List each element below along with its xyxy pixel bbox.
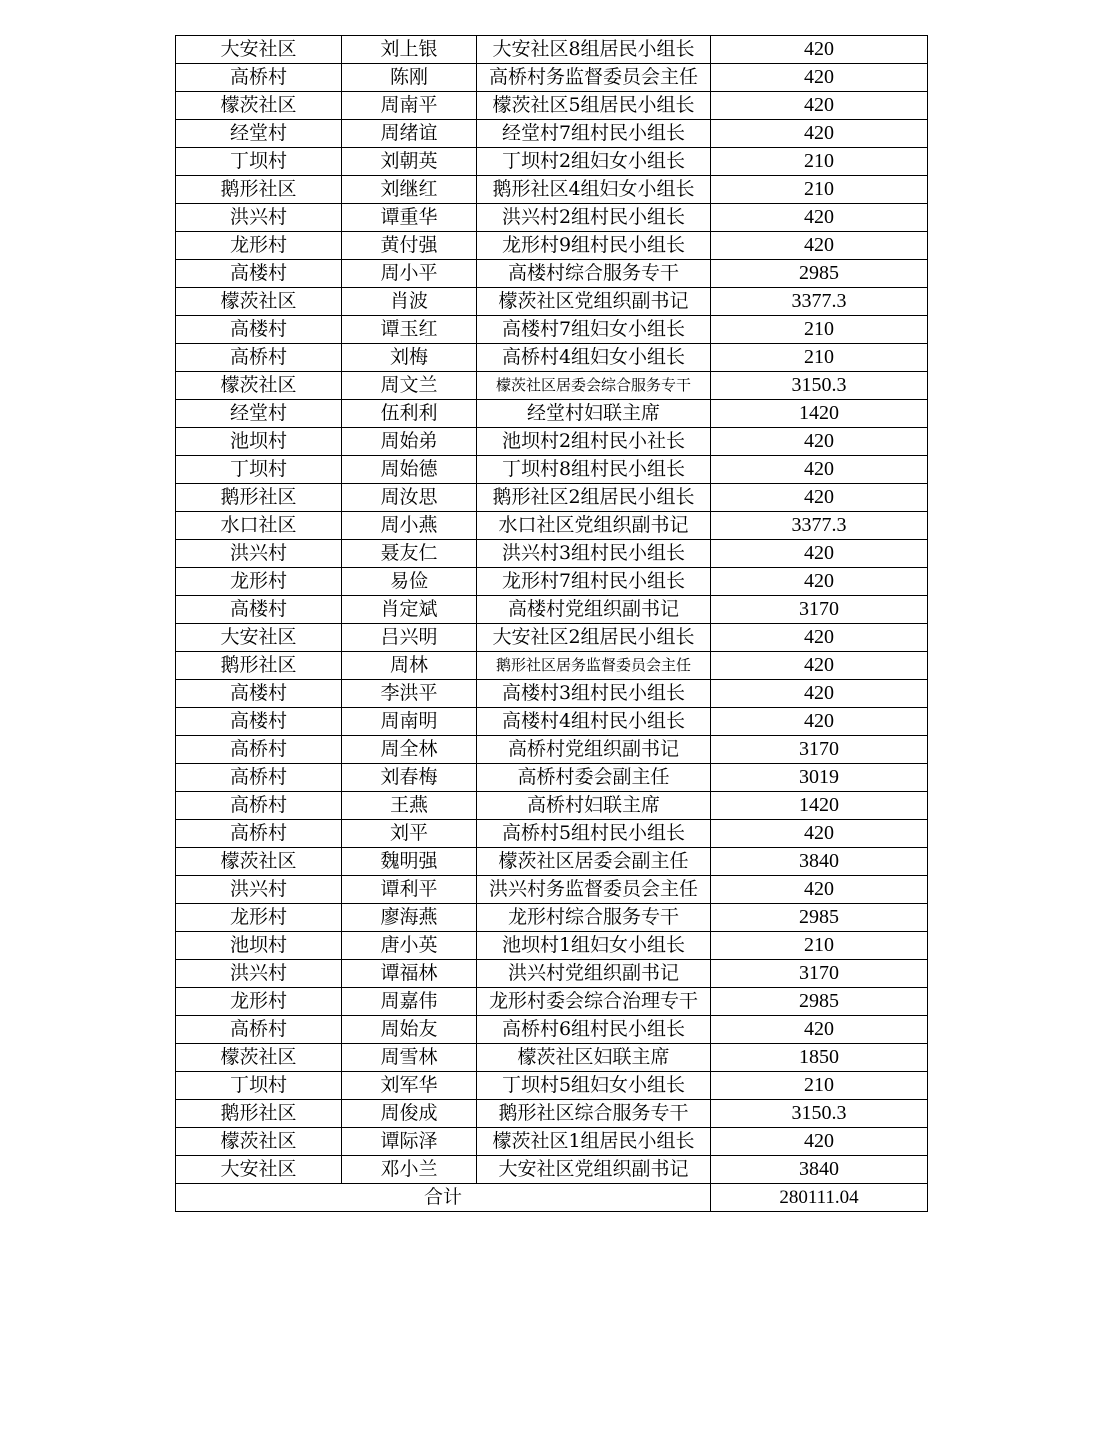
area-cell: 高桥村: [176, 736, 342, 764]
amount-cell: 420: [711, 1016, 928, 1044]
amount-cell: 420: [711, 456, 928, 484]
position-cell: 大安社区8组居民小组长: [477, 36, 711, 64]
table-row: [176, 652, 928, 680]
name-cell: 谭重华: [342, 204, 477, 232]
name-cell: 刘上银: [342, 36, 477, 64]
name-cell: 周俊成: [342, 1100, 477, 1128]
area-cell: 大安社区: [176, 36, 342, 64]
position-cell: 高楼村7组妇女小组长: [477, 316, 711, 344]
name-cell: 周林: [342, 652, 477, 680]
name-cell: 王燕: [342, 792, 477, 820]
table-row: [176, 876, 928, 904]
name-cell: 邓小兰: [342, 1156, 477, 1184]
area-cell: 檬茨社区: [176, 1128, 342, 1156]
amount-cell: 420: [711, 120, 928, 148]
table-row: [176, 484, 928, 512]
area-cell: 水口社区: [176, 512, 342, 540]
position-cell: 高桥村6组村民小组长: [477, 1016, 711, 1044]
position-cell: 龙形村9组村民小组长: [477, 232, 711, 260]
area-cell: 高楼村: [176, 680, 342, 708]
amount-cell: 420: [711, 36, 928, 64]
table-row: [176, 36, 928, 64]
name-cell: 周小燕: [342, 512, 477, 540]
area-cell: 高桥村: [176, 1016, 342, 1044]
amount-cell: 420: [711, 876, 928, 904]
area-cell: 大安社区: [176, 1156, 342, 1184]
table-row: [176, 148, 928, 176]
amount-cell: 1420: [711, 400, 928, 428]
position-cell: 檬茨社区党组织副书记: [477, 288, 711, 316]
name-cell: 肖定斌: [342, 596, 477, 624]
position-cell: 高桥村4组妇女小组长: [477, 344, 711, 372]
amount-cell: 3150.3: [711, 1100, 928, 1128]
amount-cell: 210: [711, 176, 928, 204]
area-cell: 高桥村: [176, 820, 342, 848]
amount-cell: 3150.3: [711, 372, 928, 400]
area-cell: 高桥村: [176, 64, 342, 92]
area-cell: 龙形村: [176, 568, 342, 596]
table-row: [176, 708, 928, 736]
name-cell: 廖海燕: [342, 904, 477, 932]
position-cell: 高楼村党组织副书记: [477, 596, 711, 624]
area-cell: 檬茨社区: [176, 372, 342, 400]
position-cell: 龙形村委会综合治理专干: [477, 988, 711, 1016]
amount-cell: 420: [711, 708, 928, 736]
table-row: [176, 400, 928, 428]
amount-cell: 2985: [711, 988, 928, 1016]
position-cell: 鹅形社区4组妇女小组长: [477, 176, 711, 204]
table-row: [176, 428, 928, 456]
table-row: [176, 92, 928, 120]
area-cell: 丁坝村: [176, 1072, 342, 1100]
name-cell: 周始友: [342, 1016, 477, 1044]
table-row: [176, 204, 928, 232]
amount-cell: 210: [711, 344, 928, 372]
table-row: [176, 1072, 928, 1100]
area-cell: 丁坝村: [176, 456, 342, 484]
position-cell: 丁坝村8组村民小组长: [477, 456, 711, 484]
area-cell: 檬茨社区: [176, 288, 342, 316]
amount-cell: 420: [711, 428, 928, 456]
name-cell: 吕兴明: [342, 624, 477, 652]
area-cell: 高桥村: [176, 344, 342, 372]
position-cell: 鹅形社区2组居民小组长: [477, 484, 711, 512]
total-row: [176, 1184, 928, 1212]
area-cell: 高桥村: [176, 764, 342, 792]
name-cell: 周始弟: [342, 428, 477, 456]
name-cell: 唐小英: [342, 932, 477, 960]
name-cell: 李洪平: [342, 680, 477, 708]
amount-cell: 210: [711, 1072, 928, 1100]
area-cell: 大安社区: [176, 624, 342, 652]
table-row: [176, 288, 928, 316]
area-cell: 高桥村: [176, 792, 342, 820]
area-cell: 鹅形社区: [176, 176, 342, 204]
name-cell: 谭际泽: [342, 1128, 477, 1156]
name-cell: 刘继红: [342, 176, 477, 204]
area-cell: 池坝村: [176, 932, 342, 960]
name-cell: 周始德: [342, 456, 477, 484]
position-cell: 鹅形社区综合服务专干: [477, 1100, 711, 1128]
name-cell: 陈刚: [342, 64, 477, 92]
table-body: [176, 36, 928, 1212]
table-row: [176, 316, 928, 344]
area-cell: 高楼村: [176, 596, 342, 624]
position-cell: 洪兴村党组织副书记: [477, 960, 711, 988]
area-cell: 鹅形社区: [176, 652, 342, 680]
table-row: [176, 1100, 928, 1128]
amount-cell: 3377.3: [711, 512, 928, 540]
table-row: [176, 512, 928, 540]
amount-cell: 210: [711, 932, 928, 960]
amount-cell: 3170: [711, 596, 928, 624]
name-cell: 周汝思: [342, 484, 477, 512]
name-cell: 谭福林: [342, 960, 477, 988]
amount-cell: 420: [711, 820, 928, 848]
table-row: [176, 764, 928, 792]
position-cell: 经堂村7组村民小组长: [477, 120, 711, 148]
position-cell: 高桥村委会副主任: [477, 764, 711, 792]
area-cell: 洪兴村: [176, 540, 342, 568]
amount-cell: 3840: [711, 848, 928, 876]
position-cell: 丁坝村2组妇女小组长: [477, 148, 711, 176]
subsidy-table: [175, 35, 928, 1212]
position-cell: 高桥村5组村民小组长: [477, 820, 711, 848]
name-cell: 周绪谊: [342, 120, 477, 148]
position-cell: 池坝村1组妇女小组长: [477, 932, 711, 960]
table-row: [176, 260, 928, 288]
position-cell: 洪兴村务监督委员会主任: [477, 876, 711, 904]
position-cell: 经堂村妇联主席: [477, 400, 711, 428]
amount-cell: 420: [711, 540, 928, 568]
table-row: [176, 960, 928, 988]
table-row: [176, 988, 928, 1016]
amount-cell: 3170: [711, 736, 928, 764]
table-row: [176, 904, 928, 932]
area-cell: 龙形村: [176, 232, 342, 260]
name-cell: 刘梅: [342, 344, 477, 372]
area-cell: 龙形村: [176, 988, 342, 1016]
table-row: [176, 1128, 928, 1156]
position-cell: 大安社区2组居民小组长: [477, 624, 711, 652]
area-cell: 高楼村: [176, 708, 342, 736]
name-cell: 周嘉伟: [342, 988, 477, 1016]
table-row: [176, 372, 928, 400]
total-label: 合计: [176, 1184, 711, 1212]
area-cell: 檬茨社区: [176, 92, 342, 120]
name-cell: 刘春梅: [342, 764, 477, 792]
position-cell: 龙形村7组村民小组长: [477, 568, 711, 596]
name-cell: 刘朝英: [342, 148, 477, 176]
area-cell: 鹅形社区: [176, 484, 342, 512]
position-cell: 鹅形社区居务监督委员会主任: [477, 652, 711, 680]
area-cell: 经堂村: [176, 400, 342, 428]
amount-cell: 420: [711, 568, 928, 596]
position-cell: 池坝村2组村民小社长: [477, 428, 711, 456]
name-cell: 谭利平: [342, 876, 477, 904]
amount-cell: 3019: [711, 764, 928, 792]
name-cell: 伍利利: [342, 400, 477, 428]
amount-cell: 420: [711, 1128, 928, 1156]
amount-cell: 420: [711, 484, 928, 512]
amount-cell: 1420: [711, 792, 928, 820]
amount-cell: 2985: [711, 904, 928, 932]
position-cell: 龙形村综合服务专干: [477, 904, 711, 932]
position-cell: 洪兴村2组村民小组长: [477, 204, 711, 232]
area-cell: 洪兴村: [176, 876, 342, 904]
table-row: [176, 120, 928, 148]
amount-cell: 420: [711, 652, 928, 680]
name-cell: 易俭: [342, 568, 477, 596]
area-cell: 丁坝村: [176, 148, 342, 176]
table-row: [176, 176, 928, 204]
position-cell: 大安社区党组织副书记: [477, 1156, 711, 1184]
table-row: [176, 64, 928, 92]
amount-cell: 1850: [711, 1044, 928, 1072]
name-cell: 周南平: [342, 92, 477, 120]
name-cell: 肖波: [342, 288, 477, 316]
area-cell: 洪兴村: [176, 204, 342, 232]
name-cell: 周小平: [342, 260, 477, 288]
table-row: [176, 344, 928, 372]
area-cell: 檬茨社区: [176, 1044, 342, 1072]
position-cell: 洪兴村3组村民小组长: [477, 540, 711, 568]
name-cell: 刘平: [342, 820, 477, 848]
position-cell: 檬茨社区妇联主席: [477, 1044, 711, 1072]
name-cell: 魏明强: [342, 848, 477, 876]
area-cell: 洪兴村: [176, 960, 342, 988]
name-cell: 周全林: [342, 736, 477, 764]
amount-cell: 210: [711, 148, 928, 176]
name-cell: 周文兰: [342, 372, 477, 400]
table-row: [176, 848, 928, 876]
amount-cell: 3840: [711, 1156, 928, 1184]
position-cell: 高桥村务监督委员会主任: [477, 64, 711, 92]
position-cell: 高桥村妇联主席: [477, 792, 711, 820]
table-row: [176, 932, 928, 960]
position-cell: 檬茨社区居委会综合服务专干: [477, 372, 711, 400]
name-cell: 刘军华: [342, 1072, 477, 1100]
area-cell: 高楼村: [176, 316, 342, 344]
amount-cell: 420: [711, 64, 928, 92]
table-row: [176, 232, 928, 260]
area-cell: 檬茨社区: [176, 848, 342, 876]
name-cell: 聂友仁: [342, 540, 477, 568]
amount-cell: 2985: [711, 260, 928, 288]
amount-cell: 3170: [711, 960, 928, 988]
position-cell: 丁坝村5组妇女小组长: [477, 1072, 711, 1100]
table-row: [176, 456, 928, 484]
position-cell: 檬茨社区1组居民小组长: [477, 1128, 711, 1156]
position-cell: 高楼村4组村民小组长: [477, 708, 711, 736]
area-cell: 龙形村: [176, 904, 342, 932]
name-cell: 黄付强: [342, 232, 477, 260]
total-amount: 280111.04: [711, 1184, 928, 1212]
name-cell: 谭玉红: [342, 316, 477, 344]
amount-cell: 420: [711, 232, 928, 260]
amount-cell: 3377.3: [711, 288, 928, 316]
area-cell: 高楼村: [176, 260, 342, 288]
table-row: [176, 1044, 928, 1072]
name-cell: 周南明: [342, 708, 477, 736]
table-row: [176, 540, 928, 568]
position-cell: 高楼村综合服务专干: [477, 260, 711, 288]
area-cell: 鹅形社区: [176, 1100, 342, 1128]
amount-cell: 210: [711, 316, 928, 344]
position-cell: 檬茨社区居委会副主任: [477, 848, 711, 876]
table-row: [176, 736, 928, 764]
amount-cell: 420: [711, 92, 928, 120]
position-cell: 高桥村党组织副书记: [477, 736, 711, 764]
table-row: [176, 568, 928, 596]
table-row: [176, 624, 928, 652]
amount-cell: 420: [711, 204, 928, 232]
table-row: [176, 1016, 928, 1044]
table-row: [176, 1156, 928, 1184]
table-row: [176, 792, 928, 820]
table-row: [176, 680, 928, 708]
area-cell: 池坝村: [176, 428, 342, 456]
position-cell: 檬茨社区5组居民小组长: [477, 92, 711, 120]
amount-cell: 420: [711, 624, 928, 652]
area-cell: 经堂村: [176, 120, 342, 148]
table-row: [176, 596, 928, 624]
table-row: [176, 820, 928, 848]
name-cell: 周雪林: [342, 1044, 477, 1072]
position-cell: 水口社区党组织副书记: [477, 512, 711, 540]
position-cell: 高楼村3组村民小组长: [477, 680, 711, 708]
amount-cell: 420: [711, 680, 928, 708]
